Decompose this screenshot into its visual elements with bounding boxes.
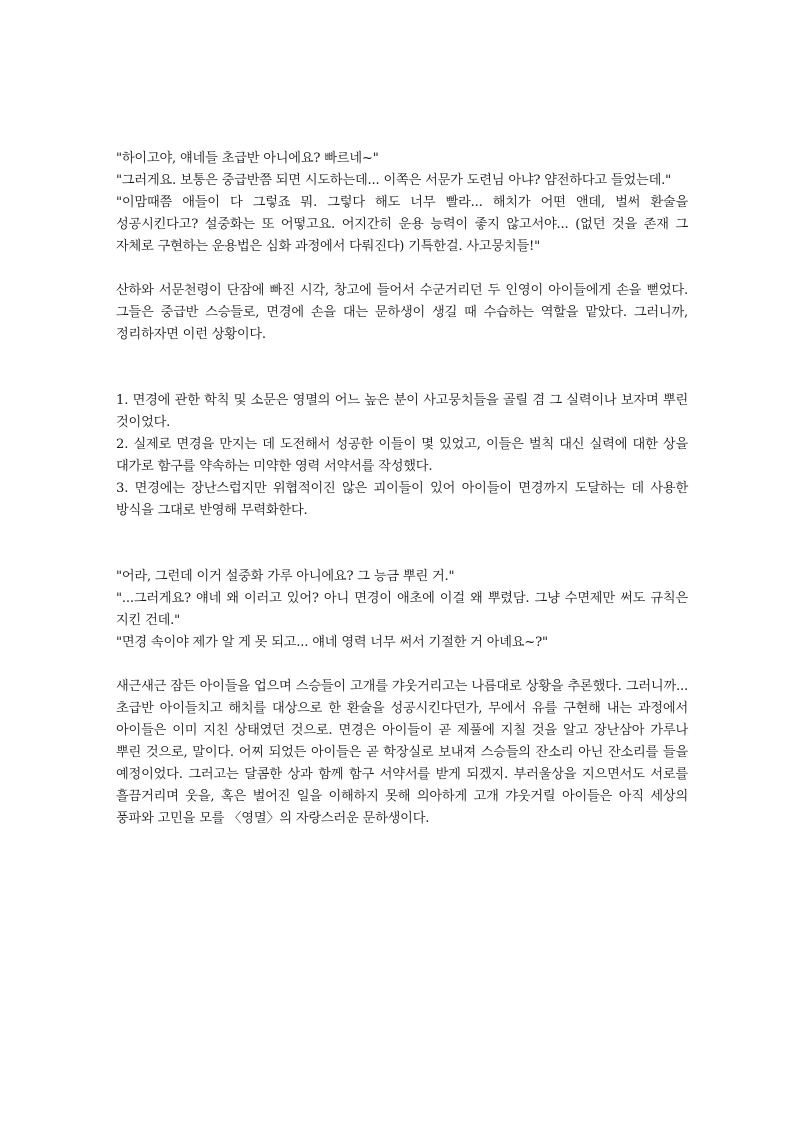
narration-paragraph: 새근새근 잠든 아이들을 업으며 스승들이 고개를 갸웃거리고는 나름대로 상황을 추론했다. 그러니까... 초급반 아이들치고 해치를 대상으로 한 환술을 성공시킨다던가, 무에서 유를 구현해 내는 과정에서 아이들은 이미 지친 상태였던 것으로. 면경은 아이들이 곧 제풀에 지칠 것을 알고 장난삼아 가루나 뿌린 것으로, 말이다. 어찌 되었든 아이들은 곧 학장실로 보내져 스승들의 잔소리 아닌 잔소리를 들을 예정이었다. 그러고는 달콤한 상과 함께 함구 서약서를 받게 되겠지. 부러울상을 지으면서도 서로를 흘끔거리며 웃을, 혹은 벌어진 일을 이해하지 못해 의아하게 고개 갸웃거릴 아이들은 아직 세상의 풍파와 고민을 모를 〈영멸〉의 자랑스러운 문하생이다. — [116, 679, 688, 826]
dialogue-line: "어라, 그런데 이거 설중화 가루 아니에요? 그 능금 뿌린 거." — [116, 569, 455, 584]
narration-block-2 — [116, 676, 688, 830]
dialogue-line: "하이고야, 얘네들 초급반 아니에요? 빠르네~" — [116, 151, 379, 166]
list-item: 2. 실제로 면경을 만지는 데 도전해서 성공한 이들이 몇 있었고, 이들은 벌칙 대신 실력에 대한 상을 대가로 함구를 약속하는 미약한 영력 서약서를 작성했다. — [116, 437, 688, 474]
dialogue-line: "그러게요. 보통은 중급반쯤 되면 시도하는데... 이쪽은 서문가 도련님 아냐? 얌전하다고 들었는데." — [116, 173, 671, 188]
dialogue-line: "이맘때쯤 애들이 다 그렇죠 뭐. 그렇다 해도 너무 빨라... 해치가 어떤 앤데, 벌써 환술을 성공시킨다고? 설중화는 또 어떻고요. 어지간히 운용 능력이 좋지 않고서야... (없던 것을 존재 그 자체로 구현하는 운용법은 심화 과정에서 다뤄진다) 기특한걸. 사고뭉치들!" — [116, 195, 688, 254]
document-body — [116, 148, 688, 830]
dialogue-line: "...그러게요? 얘네 왜 이러고 있어? 아니 면경이 애초에 이걸 왜 뿌렸담. 그냥 수면제만 써도 규칙은 지킨 건데." — [116, 591, 688, 628]
list-item: 1. 면경에 관한 학칙 및 소문은 영멸의 어느 높은 분이 사고뭉치들을 골릴 겸 그 실력이나 보자며 뿌린 것이었다. — [116, 393, 688, 430]
narration-block-1 — [116, 280, 688, 346]
numbered-list — [116, 390, 688, 522]
dialogue-line: "면경 속이야 제가 알 게 못 되고... 얘네 영력 너무 써서 기절한 거 아녜요~?" — [116, 635, 548, 650]
dialogue-block-1 — [116, 148, 688, 258]
list-item: 3. 면경에는 장난스럽지만 위협적이진 않은 괴이들이 있어 아이들이 면경까지 도달하는 데 사용한 방식을 그대로 반영해 무력화한다. — [116, 481, 688, 518]
dialogue-block-2 — [116, 566, 688, 654]
narration-paragraph: 산하와 서문천령이 단잠에 빠진 시각, 창고에 들어서 수군거리던 두 인영이 아이들에게 손을 뻗었다. 그들은 중급반 스승들로, 면경에 손을 대는 문하생이 생길 때 수습하는 역할을 맡았다. 그러니까, 정리하자면 이런 상황이다. — [116, 283, 688, 342]
